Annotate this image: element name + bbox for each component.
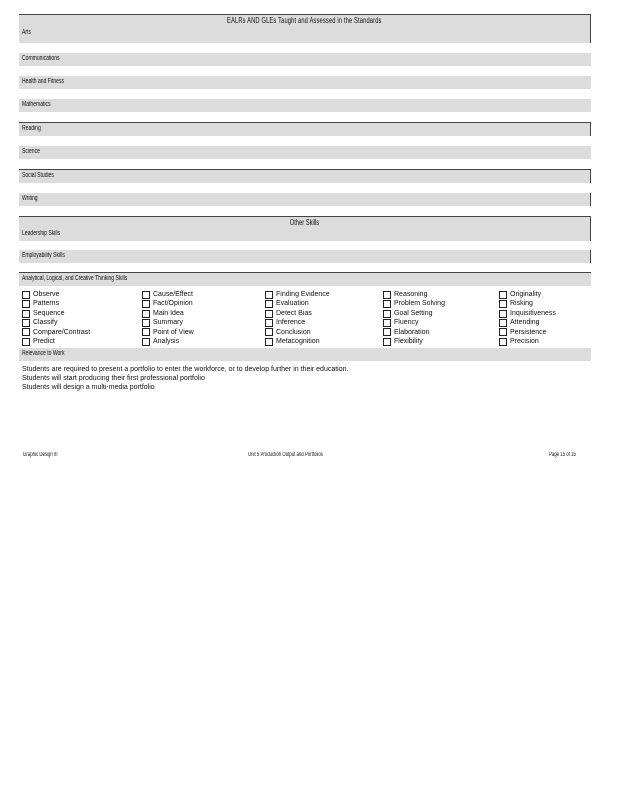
subject-label: Health and Fitness: [22, 78, 65, 85]
checkbox-icon[interactable]: [142, 328, 150, 336]
checkbox-icon[interactable]: [22, 319, 30, 327]
skills-checklist: [19, 286, 591, 346]
checkbox-icon[interactable]: [265, 300, 273, 308]
skill-label: Fluency: [394, 319, 419, 327]
skill-label: Detect Bias: [276, 309, 312, 317]
standards-title: EALRs AND GLEs Taught and Assessed in the Standards: [227, 16, 382, 25]
relevance-header: [19, 348, 591, 361]
skill-label: Sequence: [33, 309, 65, 317]
skill-checkbox-item[interactable]: [499, 337, 594, 346]
relevance-line: Students will design a multi-media portfolio: [22, 384, 155, 392]
checkbox-icon[interactable]: [499, 291, 507, 299]
skill-checkbox-item[interactable]: [265, 318, 383, 327]
row-spacer: [19, 66, 591, 76]
skill-label: Inquisitiveness: [510, 309, 556, 317]
checkbox-icon[interactable]: [22, 328, 30, 336]
skill-label: Conclusion: [276, 328, 311, 336]
skill-label: Summary: [153, 319, 183, 327]
subject-row: [19, 193, 591, 206]
skill-checkbox-item[interactable]: [22, 290, 142, 299]
row-spacer: [19, 136, 591, 146]
employability-skills-row: [19, 250, 591, 263]
skill-checkbox-item[interactable]: [22, 299, 142, 308]
skill-checkbox-item[interactable]: [265, 309, 383, 318]
skill-checkbox-item[interactable]: [22, 337, 142, 346]
skill-checkbox-item[interactable]: [22, 328, 142, 337]
relevance-text: [19, 361, 591, 392]
checkbox-icon[interactable]: [499, 319, 507, 327]
row-spacer: [19, 43, 591, 53]
checkbox-icon[interactable]: [22, 300, 30, 308]
skill-label: Cause/Effect: [153, 291, 193, 298]
checkbox-icon[interactable]: [383, 291, 391, 299]
checkbox-icon[interactable]: [142, 300, 150, 308]
skill-checkbox-item[interactable]: [383, 318, 499, 327]
skill-label: Predict: [33, 338, 55, 346]
skill-label: Main Idea: [153, 309, 184, 317]
skill-label: Risking: [510, 300, 533, 308]
skill-label: Reasoning: [394, 291, 428, 298]
other-skills-title: Other Skills: [289, 218, 320, 227]
skill-checkbox-item[interactable]: [383, 290, 499, 299]
footer-unit: Unit 5 Production Output and Portfolios: [248, 452, 323, 458]
skill-label: Originality: [510, 291, 542, 298]
skill-checkbox-item[interactable]: [383, 328, 499, 337]
skill-label: Flexibility: [394, 338, 423, 346]
skill-label: Goal Setting: [394, 309, 433, 317]
skill-checkbox-item[interactable]: [265, 299, 383, 308]
skill-checkbox-item[interactable]: [499, 299, 594, 308]
subject-label: Social Studies: [22, 172, 54, 179]
document-body: [19, 14, 591, 392]
footer-page-number: Page 15 of 15: [549, 452, 576, 458]
checkbox-icon[interactable]: [383, 310, 391, 318]
checkbox-icon[interactable]: [383, 328, 391, 336]
skill-checkbox-item[interactable]: [22, 309, 142, 318]
row-spacer: [19, 183, 591, 193]
skill-label: Problem Solving: [394, 300, 445, 308]
checkbox-icon[interactable]: [499, 310, 507, 318]
checkbox-icon[interactable]: [265, 310, 273, 318]
subject-arts: Arts: [22, 29, 31, 36]
skill-label: Metacognition: [276, 338, 320, 346]
checkbox-icon[interactable]: [142, 319, 150, 327]
checkbox-icon[interactable]: [265, 319, 273, 327]
subject-row: [19, 146, 591, 159]
subject-row: [19, 53, 591, 66]
skill-checkbox-item[interactable]: [265, 290, 383, 299]
skill-checkbox-item[interactable]: [142, 318, 265, 327]
relevance-line: Students will start producing their first professional portfolio: [22, 375, 205, 383]
skill-checkbox-item[interactable]: [142, 290, 265, 299]
checkbox-icon[interactable]: [383, 300, 391, 308]
skill-label: Persistence: [510, 328, 547, 336]
skill-label: Observe: [33, 291, 60, 298]
checkbox-icon[interactable]: [499, 328, 507, 336]
skill-label: Finding Evidence: [276, 291, 330, 298]
checkbox-icon[interactable]: [142, 291, 150, 299]
skill-checkbox-item[interactable]: [383, 309, 499, 318]
skill-checkbox-item[interactable]: [499, 328, 594, 337]
skill-label: Classify: [33, 319, 58, 327]
relevance-line: Students are required to present a portfolio to enter the workforce, or to develop further in their education.: [22, 366, 349, 374]
skill-checkbox-item[interactable]: [499, 318, 594, 327]
subject-row: [19, 122, 591, 136]
checkbox-icon[interactable]: [265, 328, 273, 336]
skill-checkbox-item[interactable]: [265, 337, 383, 346]
checkbox-icon[interactable]: [22, 291, 30, 299]
skill-label: Inference: [276, 319, 306, 327]
skill-checkbox-item[interactable]: [499, 309, 594, 318]
checkbox-icon[interactable]: [383, 319, 391, 327]
analytical-skills-label: Analytical, Logical, and Creative Thinking Skills: [22, 275, 128, 282]
leadership-skills-label: Leadership Skills: [22, 230, 61, 237]
subject-label: Writing: [22, 195, 38, 202]
skill-label: Evaluation: [276, 300, 309, 308]
row-spacer: [19, 89, 591, 99]
subject-label: Mathematics: [22, 101, 51, 108]
skill-label: Analysis: [153, 338, 180, 346]
checkbox-icon[interactable]: [22, 338, 30, 346]
subject-row: [19, 76, 591, 89]
skill-label: Compare/Contrast: [33, 328, 91, 336]
relevance-title: Relevance to Work: [22, 350, 65, 358]
other-skills-header: [19, 216, 591, 241]
subject-row: [19, 99, 591, 112]
skill-label: Fact/Opinion: [153, 300, 193, 308]
subject-list: [19, 43, 591, 206]
footer-course: Graphic Design III: [23, 452, 58, 458]
analytical-skills-row: [19, 272, 591, 286]
skill-label: Point of View: [153, 328, 194, 336]
checkbox-icon[interactable]: [265, 338, 273, 346]
skill-checkbox-item[interactable]: [383, 337, 499, 346]
checkbox-icon[interactable]: [142, 338, 150, 346]
subject-label: Communications: [22, 55, 60, 62]
checkbox-icon[interactable]: [499, 338, 507, 346]
skill-checkbox-item[interactable]: [142, 299, 265, 308]
skill-checkbox-item[interactable]: [383, 299, 499, 308]
employability-skills-label: Employability Skills: [22, 252, 65, 259]
skill-label: Elaboration: [394, 328, 430, 336]
checkbox-icon[interactable]: [142, 310, 150, 318]
checkbox-icon[interactable]: [22, 310, 30, 318]
skill-label: Precision: [510, 338, 539, 346]
skill-checkbox-item[interactable]: [142, 328, 265, 337]
skill-label: Attending: [510, 319, 540, 327]
checkbox-icon[interactable]: [383, 338, 391, 346]
skill-checkbox-item[interactable]: [22, 318, 142, 327]
skill-checkbox-item[interactable]: [265, 328, 383, 337]
subject-label: Science: [22, 148, 40, 155]
checkbox-icon[interactable]: [265, 291, 273, 299]
skill-checkbox-item[interactable]: [142, 337, 265, 346]
subject-row: [19, 169, 591, 183]
standards-header: [19, 14, 591, 43]
row-spacer: [19, 159, 591, 169]
row-spacer: [19, 112, 591, 122]
checkbox-icon[interactable]: [499, 300, 507, 308]
subject-label: Reading: [22, 125, 41, 132]
skill-checkbox-item[interactable]: [499, 290, 594, 299]
skill-checkbox-item[interactable]: [142, 309, 265, 318]
skill-label: Patterns: [33, 300, 60, 308]
